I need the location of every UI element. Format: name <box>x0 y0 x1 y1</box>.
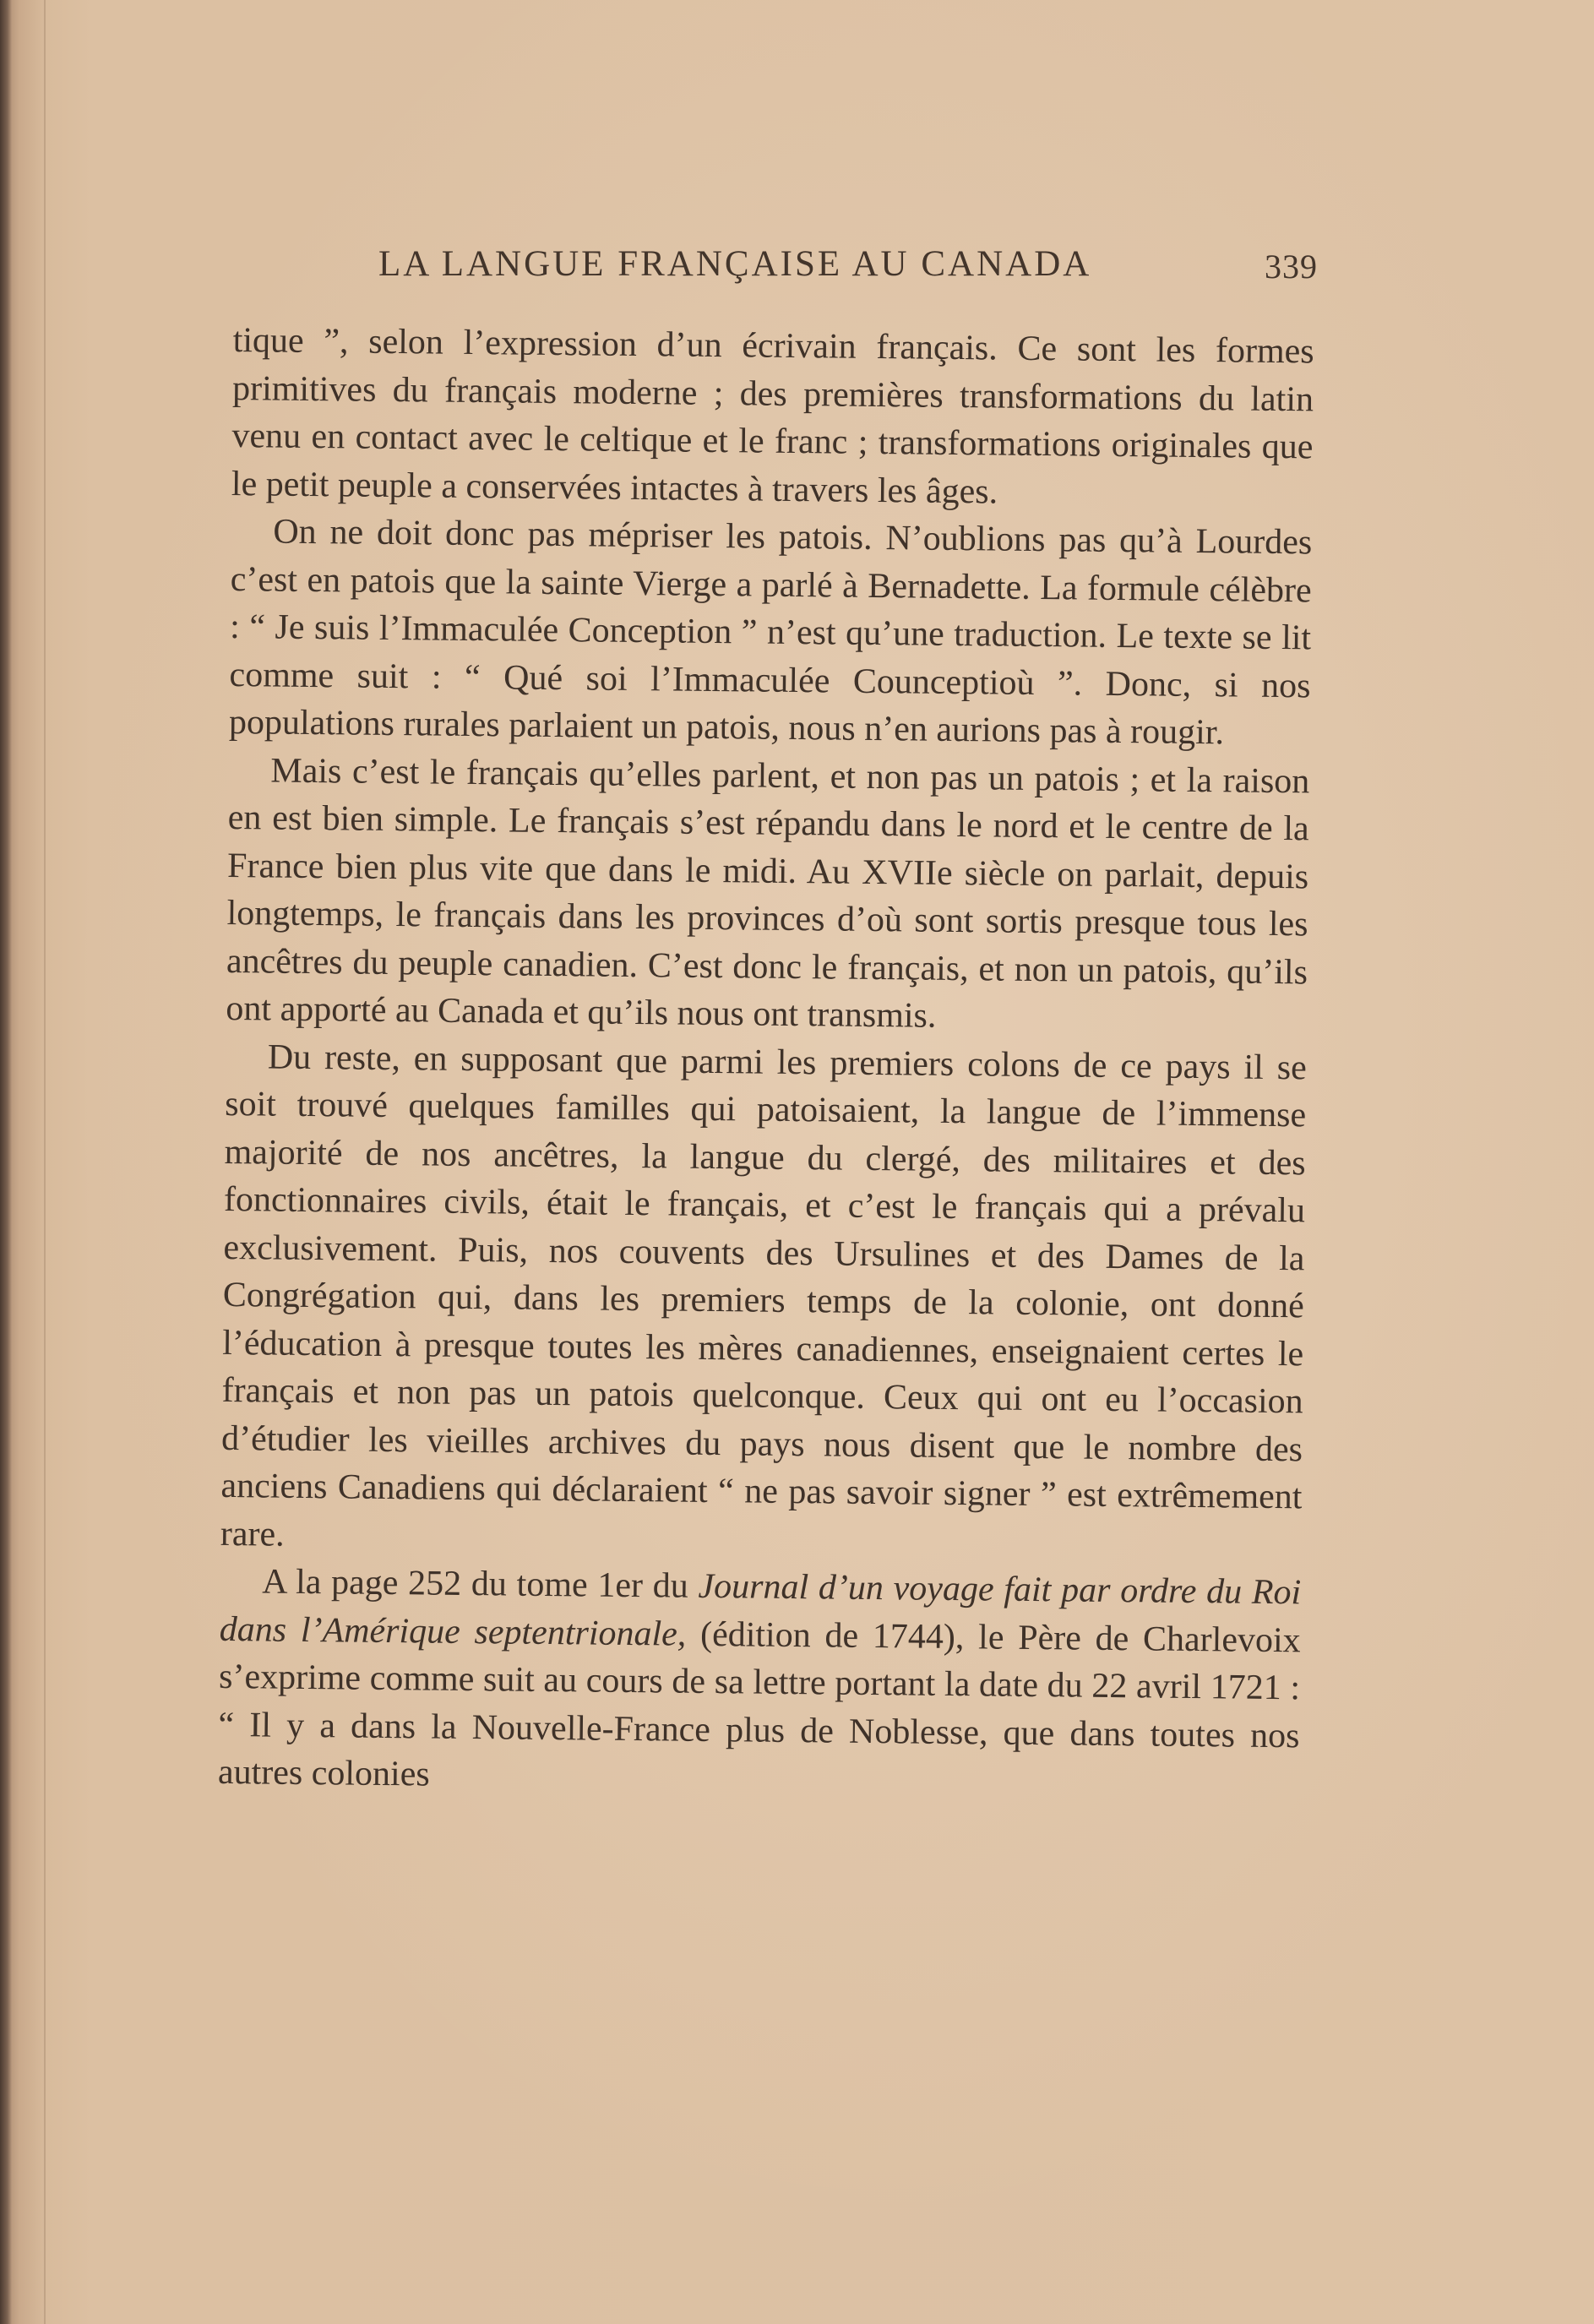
binding-gutter-shadow <box>0 0 12 2324</box>
charlevoix-text-before: A la page 252 du tome 1er du <box>262 1562 699 1606</box>
running-head-title: LA LANGUE FRANÇAISE AU CANADA <box>378 244 1092 284</box>
paragraph-charlevoix <box>218 1558 1302 1808</box>
page-number: 339 <box>1265 248 1318 286</box>
book-title-italic: Journal d’un voyage fait par ordre du Roi dans l’Amérique septentrionale, <box>219 1566 1302 1654</box>
body-text <box>218 317 1314 1808</box>
paragraph-du-reste: Du reste, en supposant que parmi les premiers colons de ce pays il se soit trouvé quelques familles qui patoisaient, la langue de l’immense majorité de nos ancêtres, la langue du clergé, des militaires et des fonctionnaires civils, était le français, et c’est le français qui a prévalu exclusivement. Puis, nos couvents des Ursulines et des Dames de la Congrégation qui, dans les premiers temps de la colonie, ont donné l’éducation à presque toutes les mères canadiennes, enseignaient certes le français et non pas un patois quelconque. Ceux qui ont eu l’occasion d’étudier les vieilles archives du pays nous disent que le nombre des anciens Canadiens qui déclaraient “ ne pas savoir signer ” est extrêmement rare. <box>220 1037 1308 1554</box>
paragraph-continued: tique ”, selon l’expression d’un écrivain français. Ce sont les formes primitives du français moderne ; des premières transformations du latin venu en contact avec le celtique et le franc ; transformations originales que le petit peuple a conservées intactes à travers les âges. <box>231 320 1314 511</box>
paragraph-francais: Mais c’est le français qu’elles parlent, et non pas un patois ; et la raison en est bien simple. Le français s’est répandu dans le nord et le centre de la France bien plus vite que dans le midi. Au XVIIe siècle on parlait, depuis longtemps, le français dans les provinces d’où sont sortis presque tous les ancêtres du peuple canadien. C’est donc le français, et non un patois, qu’ils ont apporté au Canada et qu’ils nous ont transmis. <box>226 750 1310 1036</box>
charlevoix-text-after: (édition de 1744), le Père de Charlevoix s’exprime comme suit au cours de sa lettre portant la date du 22 avril 1721 : “ Il y a dans la Nouvelle-France plus de Noblesse, que dans toutes nos autres colonies <box>217 1614 1301 1794</box>
running-head <box>378 243 1325 294</box>
paragraph-patois: On ne doit donc pas mépriser les patois. N’oublions pas qu’à Lourdes c’est en patois que la sainte Vierge a parlé à Bernadette. La formule célèbre : “ Je suis l’Immaculée Conception ” n’est qu’une traduction. Le texte se lit comme suit : “ Qué soi l’Immaculée Counceptioù ”. Donc, si nos populations rurales parlaient un patois, nous n’en aurions pas à rougir. <box>228 512 1313 753</box>
binding-gutter-line <box>44 0 46 2324</box>
